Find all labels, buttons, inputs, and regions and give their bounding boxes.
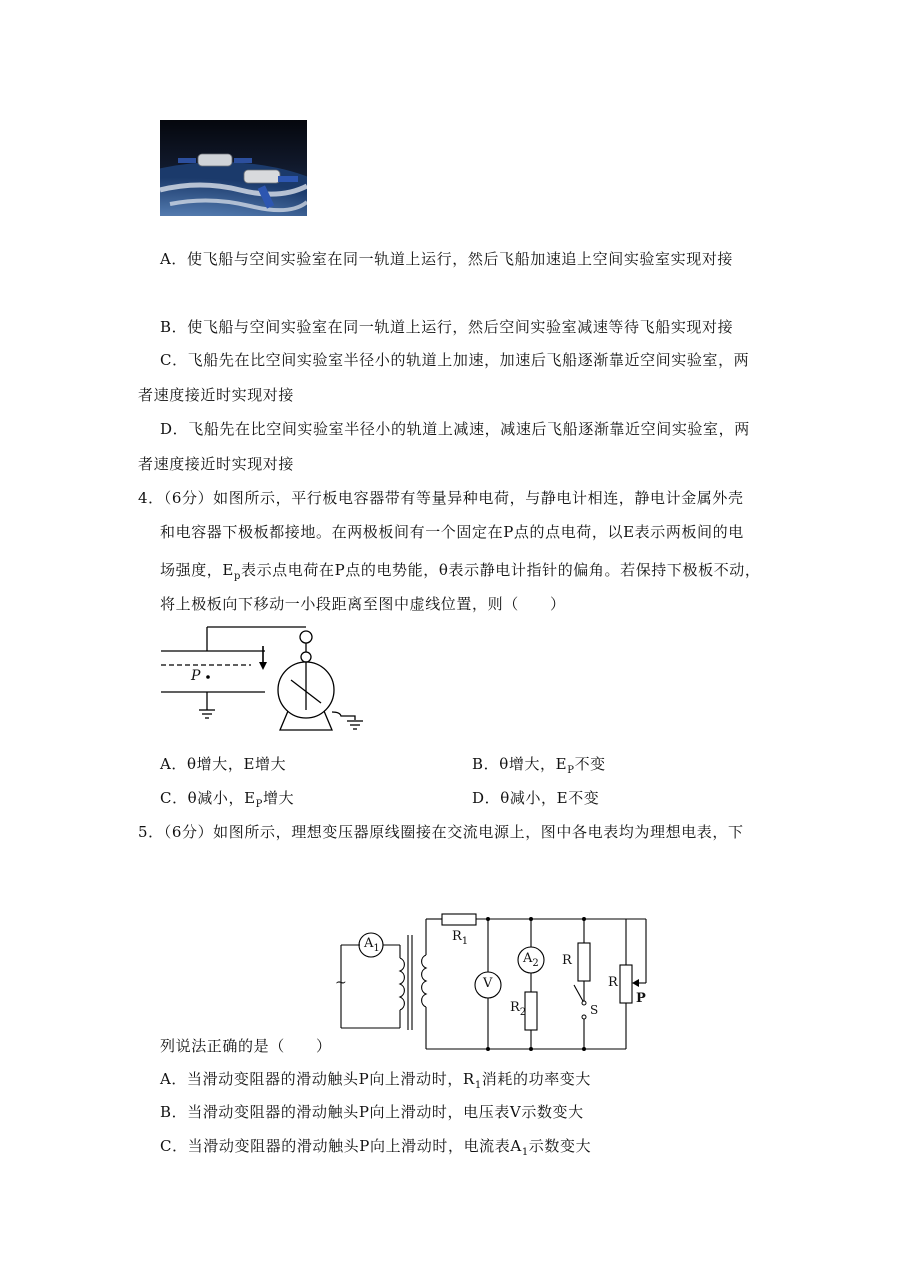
resistor-r-label: R — [562, 953, 572, 968]
q3-option-c-line1: C．飞船先在比空间实验室半径小的轨道上加速，加速后飞船逐渐靠近空间实验室，两 — [160, 351, 750, 369]
capacitor-electrometer-figure — [155, 620, 375, 746]
resistor-r2-label: $R_2$ — [510, 1000, 527, 1018]
ammeter-a2-label: $A_2$ — [523, 951, 539, 969]
resistor-r1-label: $R_1$ — [452, 929, 469, 947]
q3-option-d-line2: 者速度接近时实现对接 — [138, 455, 295, 473]
q4-option-a: A．θ增大，E增大 — [160, 755, 287, 773]
q4-stem-line1: 4．（6分）如图所示，平行板电容器带有等量异种电荷，与静电计相连，静电计金属外壳 — [138, 489, 744, 507]
q4-stem-line2: 和电容器下极板都接地。在两极板间有一个固定在P点的点电荷，以E表示两板间的电 — [160, 523, 744, 541]
q4-option-c: C．θ减小，$E_P$增大 — [160, 789, 295, 810]
q5-stem-line2: 列说法正确的是（ ） — [160, 1037, 332, 1055]
q3-option-d-line1: D．飞船先在比空间实验室半径小的轨道上减速，减速后飞船逐渐靠近空间实验室，两 — [160, 420, 750, 438]
q3-option-a: A．使飞船与空间实验室在同一轨道上运行，然后飞船加速追上空间实验室实现对接 — [160, 250, 734, 268]
switch-s-label: S — [590, 1003, 599, 1017]
ac-source-icon: ~ — [335, 975, 347, 991]
ammeter-a1-label: $A_1$ — [364, 936, 380, 954]
q5-stem-line1: 5．（6分）如图所示，理想变压器原线圈接在交流电源上，图中各电表均为理想电表，下 — [138, 823, 744, 841]
q4-stem-line3: 场强度，$E_p$表示点电荷在P点的电势能，θ表示静电计指针的偏角。若保持下极板不动， — [160, 561, 761, 582]
q3-option-c-line2: 者速度接近时实现对接 — [138, 386, 295, 404]
slider-p-label: P — [636, 991, 646, 1006]
q4-stem-line4: 将上极板向下移动一小段距离至图中虚线位置，则（ ） — [160, 595, 566, 613]
voltmeter-label: V — [483, 976, 493, 991]
figure-label-p: P — [191, 668, 201, 684]
spacecraft-docking-photo — [160, 120, 307, 216]
transformer-circuit-figure — [334, 905, 654, 1059]
q4-option-b: B．θ增大，$E_P$不变 — [472, 755, 606, 776]
q5-option-b: B．当滑动变阻器的滑动触头P向上滑动时，电压表V示数变大 — [160, 1103, 584, 1121]
q5-option-c: C．当滑动变阻器的滑动触头P向上滑动时，电流表$A_1$示数变大 — [160, 1137, 592, 1158]
q3-option-b: B．使飞船与空间实验室在同一轨道上运行，然后空间实验室减速等待飞船实现对接 — [160, 318, 734, 336]
rheostat-r-label: R — [608, 975, 618, 990]
q5-option-a: A．当滑动变阻器的滑动触头P向上滑动时，$R_1$消耗的功率变大 — [160, 1070, 591, 1091]
q4-option-d: D．θ减小，E不变 — [472, 789, 600, 807]
